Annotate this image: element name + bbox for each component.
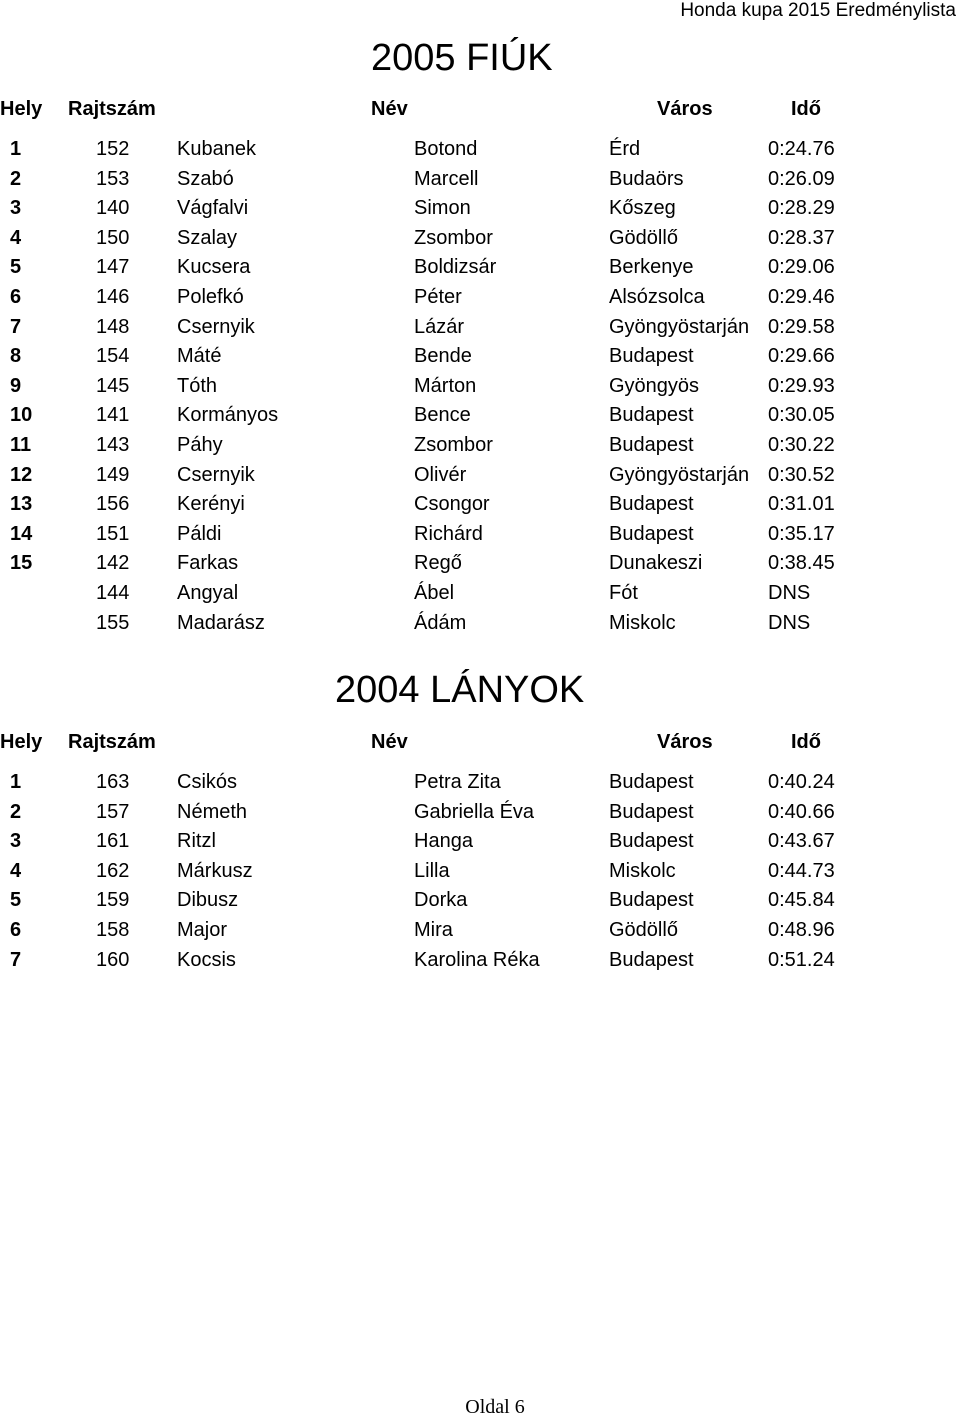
header-varos: Város — [657, 731, 713, 753]
cell-hely: 7 — [10, 948, 22, 971]
cell-ido: 0:24.76 — [768, 138, 835, 160]
cell-vezeteknev: Madarász — [177, 611, 265, 634]
table-row — [0, 490, 960, 520]
table-row — [0, 372, 960, 402]
cell-vezeteknev: Máté — [177, 345, 222, 368]
cell-vezeteknev: Csernyik — [177, 315, 255, 338]
cell-keresztnev: Botond — [414, 138, 478, 160]
cell-keresztnev: Karolina Réka — [414, 948, 540, 971]
cell-hely: 6 — [10, 285, 22, 308]
cell-keresztnev: Simon — [414, 197, 471, 220]
table-row — [0, 886, 960, 916]
header-rajtszam: Rajtszám — [68, 731, 156, 753]
cell-ido: 0:43.67 — [768, 830, 835, 853]
cell-hely: 11 — [10, 433, 32, 456]
cell-ido: 0:31.01 — [768, 493, 835, 516]
header-hely: Hely — [0, 731, 43, 753]
cell-vezeteknev: Németh — [177, 800, 248, 823]
table-row — [0, 768, 960, 798]
table-row — [0, 520, 960, 550]
cell-varos: Alsózsolca — [609, 285, 705, 308]
cell-keresztnev: Csongor — [414, 493, 490, 516]
cell-hely: 3 — [10, 197, 22, 220]
cell-ido: 0:44.73 — [768, 859, 835, 882]
cell-ido: 0:29.58 — [768, 315, 835, 338]
cell-ido: 0:30.05 — [768, 404, 835, 427]
column-headers — [0, 729, 960, 755]
cell-keresztnev: Ádám — [414, 611, 467, 634]
cell-hely: 3 — [10, 830, 22, 853]
table-row — [0, 827, 960, 857]
section-title: 2005 FIÚK — [371, 37, 553, 79]
cell-ido: 0:30.22 — [768, 433, 835, 456]
table-row — [0, 579, 960, 609]
cell-ido: 0:29.06 — [768, 256, 835, 279]
cell-rajtszam: 161 — [96, 830, 130, 853]
header-nev: Név — [371, 731, 408, 753]
cell-hely: 2 — [10, 800, 22, 823]
cell-rajtszam: 151 — [96, 522, 130, 545]
cell-varos: Budapest — [609, 948, 694, 971]
cell-varos: Miskolc — [609, 611, 676, 634]
cell-keresztnev: Lázár — [414, 315, 465, 338]
cell-vezeteknev: Kubanek — [177, 138, 256, 160]
cell-keresztnev: Márton — [414, 374, 477, 397]
cell-varos: Gyöngyöstarján — [609, 463, 750, 486]
cell-ido: 0:29.46 — [768, 285, 835, 308]
cell-vezeteknev: Szabó — [177, 167, 234, 190]
cell-ido: 0:30.52 — [768, 463, 835, 486]
cell-keresztnev: Regő — [414, 552, 462, 575]
cell-ido: 0:38.45 — [768, 552, 835, 575]
cell-vezeteknev: Szalay — [177, 226, 238, 249]
cell-vezeteknev: Márkusz — [177, 859, 253, 882]
cell-varos: Gödöllő — [609, 918, 678, 941]
cell-vezeteknev: Kerényi — [177, 493, 245, 516]
table-row — [0, 253, 960, 283]
cell-vezeteknev: Angyal — [177, 581, 239, 604]
cell-rajtszam: 145 — [96, 374, 130, 397]
cell-hely: 10 — [10, 404, 33, 427]
cell-keresztnev: Boldizsár — [414, 256, 497, 279]
cell-rajtszam: 156 — [96, 493, 130, 516]
cell-keresztnev: Zsombor — [414, 226, 493, 249]
cell-vezeteknev: Farkas — [177, 552, 239, 575]
cell-vezeteknev: Polefkó — [177, 285, 244, 308]
table-row — [0, 313, 960, 343]
table-row — [0, 283, 960, 313]
cell-varos: Gyöngyös — [609, 374, 700, 397]
cell-vezeteknev: Csikós — [177, 771, 238, 793]
header-ido: Idő — [791, 731, 821, 753]
table-row — [0, 194, 960, 224]
table-row — [0, 224, 960, 254]
table-row — [0, 401, 960, 431]
results-table — [0, 135, 960, 638]
cell-ido: DNS — [768, 611, 811, 634]
cell-varos: Érd — [609, 138, 641, 160]
cell-rajtszam: 146 — [96, 285, 130, 308]
cell-ido: 0:40.66 — [768, 800, 835, 823]
cell-varos: Miskolc — [609, 859, 676, 882]
cell-vezeteknev: Páldi — [177, 522, 222, 545]
cell-hely: 8 — [10, 345, 22, 368]
cell-vezeteknev: Vágfalvi — [177, 197, 249, 220]
table-row — [0, 609, 960, 639]
cell-rajtszam: 158 — [96, 918, 130, 941]
cell-varos: Budapest — [609, 522, 694, 545]
cell-ido: DNS — [768, 581, 811, 604]
cell-rajtszam: 143 — [96, 433, 130, 456]
cell-ido: 0:35.17 — [768, 522, 835, 545]
cell-hely: 6 — [10, 918, 22, 941]
cell-ido: 0:29.93 — [768, 374, 835, 397]
cell-hely: 4 — [10, 226, 22, 249]
cell-vezeteknev: Major — [177, 918, 228, 941]
cell-rajtszam: 157 — [96, 800, 130, 823]
cell-hely: 5 — [10, 889, 22, 912]
cell-ido: 0:51.24 — [768, 948, 835, 971]
cell-keresztnev: Hanga — [414, 830, 473, 853]
header-ido: Idő — [791, 98, 821, 120]
cell-keresztnev: Petra Zita — [414, 771, 501, 793]
cell-hely: 12 — [10, 463, 33, 486]
cell-ido: 0:29.66 — [768, 345, 835, 368]
section-title: 2004 LÁNYOK — [335, 669, 585, 711]
cell-varos: Berkenye — [609, 256, 694, 279]
cell-vezeteknev: Páhy — [177, 433, 223, 456]
cell-varos: Budapest — [609, 771, 694, 793]
table-row — [0, 135, 960, 165]
cell-ido: 0:26.09 — [768, 167, 835, 190]
cell-rajtszam: 163 — [96, 771, 130, 793]
page-number: Oldal 6 — [465, 1396, 525, 1418]
cell-keresztnev: Olivér — [414, 463, 467, 486]
cell-varos: Budaörs — [609, 167, 684, 190]
cell-rajtszam: 152 — [96, 138, 130, 160]
cell-varos: Budapest — [609, 345, 694, 368]
table-row — [0, 798, 960, 828]
cell-varos: Gyöngyöstarján — [609, 315, 750, 338]
cell-rajtszam: 153 — [96, 167, 130, 190]
cell-rajtszam: 154 — [96, 345, 130, 368]
cell-rajtszam: 160 — [96, 948, 130, 971]
cell-varos: Gödöllő — [609, 226, 678, 249]
cell-vezeteknev: Csernyik — [177, 463, 255, 486]
cell-varos: Budapest — [609, 404, 694, 427]
cell-keresztnev: Marcell — [414, 167, 479, 190]
cell-rajtszam: 159 — [96, 889, 130, 912]
cell-rajtszam: 144 — [96, 581, 130, 604]
header-varos: Város — [657, 98, 713, 120]
cell-hely: 13 — [10, 493, 33, 516]
table-row — [0, 431, 960, 461]
cell-varos: Budapest — [609, 433, 694, 456]
cell-keresztnev: Gabriella Éva — [414, 800, 535, 823]
cell-rajtszam: 142 — [96, 552, 130, 575]
cell-keresztnev: Richárd — [414, 522, 483, 545]
cell-rajtszam: 149 — [96, 463, 130, 486]
cell-rajtszam: 147 — [96, 256, 130, 279]
cell-rajtszam: 155 — [96, 611, 130, 634]
cell-rajtszam: 140 — [96, 197, 130, 220]
cell-hely: 9 — [10, 374, 22, 397]
document-header: Honda kupa 2015 Eredménylista — [680, 0, 956, 21]
table-row — [0, 916, 960, 946]
table-row — [0, 342, 960, 372]
cell-hely: 15 — [10, 552, 33, 575]
results-table — [0, 768, 960, 975]
cell-keresztnev: Péter — [414, 285, 462, 308]
cell-hely: 5 — [10, 256, 22, 279]
cell-ido: 0:45.84 — [768, 889, 835, 912]
cell-hely: 4 — [10, 859, 22, 882]
cell-hely: 1 — [10, 138, 22, 160]
cell-varos: Kőszeg — [609, 197, 676, 220]
table-row — [0, 946, 960, 976]
table-row — [0, 461, 960, 491]
cell-keresztnev: Zsombor — [414, 433, 493, 456]
cell-ido: 0:40.24 — [768, 771, 835, 793]
cell-vezeteknev: Kocsis — [177, 948, 236, 971]
header-nev: Név — [371, 98, 408, 120]
cell-vezeteknev: Kucsera — [177, 256, 251, 279]
cell-vezeteknev: Kormányos — [177, 404, 279, 427]
cell-varos: Budapest — [609, 800, 694, 823]
column-headers — [0, 96, 960, 122]
cell-varos: Budapest — [609, 889, 694, 912]
cell-keresztnev: Bende — [414, 345, 472, 368]
cell-ido: 0:48.96 — [768, 918, 835, 941]
cell-rajtszam: 141 — [96, 404, 130, 427]
cell-rajtszam: 148 — [96, 315, 130, 338]
cell-hely: 2 — [10, 167, 22, 190]
cell-keresztnev: Bence — [414, 404, 471, 427]
cell-keresztnev: Mira — [414, 918, 453, 941]
cell-hely: 14 — [10, 522, 33, 545]
header-hely: Hely — [0, 98, 43, 120]
table-row — [0, 857, 960, 887]
table-row — [0, 549, 960, 579]
cell-varos: Dunakeszi — [609, 552, 703, 575]
table-row — [0, 165, 960, 195]
cell-keresztnev: Lilla — [414, 859, 450, 882]
header-rajtszam: Rajtszám — [68, 98, 156, 120]
cell-vezeteknev: Tóth — [177, 374, 218, 397]
cell-vezeteknev: Dibusz — [177, 889, 239, 912]
cell-hely: 1 — [10, 771, 22, 793]
cell-varos: Budapest — [609, 493, 694, 516]
cell-ido: 0:28.37 — [768, 226, 835, 249]
cell-rajtszam: 150 — [96, 226, 130, 249]
cell-varos: Fót — [609, 581, 638, 604]
cell-varos: Budapest — [609, 830, 694, 853]
cell-keresztnev: Ábel — [414, 581, 455, 604]
cell-ido: 0:28.29 — [768, 197, 835, 220]
cell-keresztnev: Dorka — [414, 889, 468, 912]
cell-rajtszam: 162 — [96, 859, 130, 882]
cell-vezeteknev: Ritzl — [177, 830, 216, 853]
cell-hely: 7 — [10, 315, 22, 338]
